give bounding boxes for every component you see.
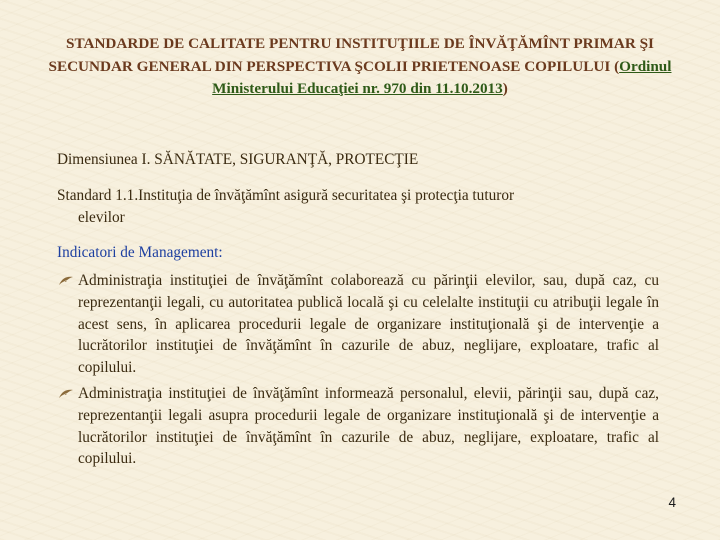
indicator-text: Administraţia instituţiei de învăţămînt informează personalul, elevii, părinţii sau, după caz, reprezentanţii legali asupra procedurii legale de organizare instituţională şi de intervenţie a lucrătorilor instituţiei de învăţămînt în cazurile de abuz, neglijare, exploatare, trafic al copilului. (78, 384, 659, 468)
indicator-item (57, 270, 659, 379)
wing-bullet-icon (58, 389, 74, 399)
indicators-heading: Indicatori de Management: (57, 244, 223, 261)
standard-line-1: Standard 1.1.Instituţia de învăţămînt asigură securitatea şi protecţia tuturor (57, 187, 515, 204)
standard-statement (57, 185, 659, 229)
indicator-item (57, 383, 659, 470)
page-number: 4 (668, 495, 676, 510)
indicator-text: Administraţia instituţiei de învăţămînt colaborează cu părinţii elevilor, sau, după caz, cu reprezentanţii legali, cu autoritatea publică locală şi cu celelalte instituţii cu atribuţii legale în acest sens, în aplicarea procedurii legale de organizare instituţională şi de intervenţie a lucrătorilor instituţiei de învăţămînt în cazurile de abuz, neglijare, exploatare, trafic al copilului. (78, 272, 659, 377)
standard-line-2: elevilor (78, 209, 125, 226)
wing-bullet-icon (58, 276, 74, 286)
dimension-heading: Dimensiunea I. SĂNĂTATE, SIGURANŢĂ, PROTECŢIE (57, 151, 419, 168)
indicator-list (57, 270, 659, 474)
ordinance-link[interactable]: Ordinul Ministerului Educaţiei nr. 970 din 11.10.2013 (212, 57, 672, 97)
title-close-paren: ) (502, 80, 508, 97)
title-text: STANDARDE DE CALITATE PENTRU INSTITUŢIILE DE ÎNVĂŢĂMÎNT PRIMAR ŞI SECUNDAR GENERAL DIN PERSPECTIVA ŞCOLII PRIETENOASE COPILULUI ( (48, 35, 654, 75)
slide-title (40, 33, 680, 101)
